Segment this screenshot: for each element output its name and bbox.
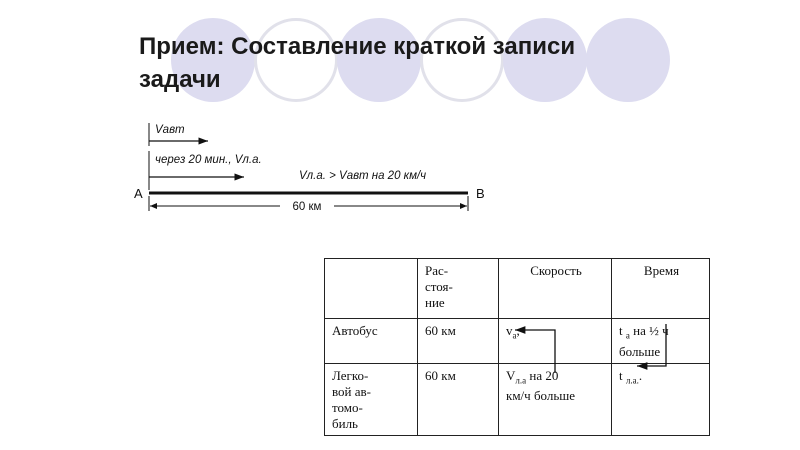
title-line-1: Прием: Составление краткой записи bbox=[139, 33, 576, 60]
table-header-row bbox=[325, 259, 710, 319]
time-tail: на ½ ч bbox=[629, 323, 669, 338]
summary-table-wrap bbox=[324, 258, 710, 436]
time-cell bbox=[612, 363, 710, 435]
row-name-line: вой ав- bbox=[332, 383, 371, 399]
speed-cell bbox=[499, 319, 612, 364]
speed-tail: , bbox=[516, 323, 520, 338]
row-name-cell bbox=[325, 363, 418, 435]
relation-label: Vл.а. > Vавт на 20 км/ч bbox=[299, 170, 427, 182]
time-symbol: t bbox=[619, 323, 623, 338]
speed-symbol: V bbox=[506, 367, 516, 383]
distance-cell: 60 км bbox=[418, 319, 499, 364]
time-subscript: а bbox=[625, 330, 630, 341]
time-line-2: больше bbox=[619, 343, 661, 359]
header-text: стоя- bbox=[425, 279, 453, 294]
speed-tail: на 20 bbox=[526, 367, 559, 383]
header-cell-distance bbox=[418, 259, 499, 319]
header-cell-speed: Скорость bbox=[499, 259, 612, 319]
row-name-line: Легко- bbox=[332, 367, 369, 383]
speed-symbol: v bbox=[506, 323, 513, 338]
bus-speed-label: Vавт bbox=[155, 124, 185, 136]
row-name-line: томо- bbox=[332, 399, 363, 415]
speed-line bbox=[506, 368, 606, 389]
time-subscript: л.а. bbox=[625, 375, 639, 386]
row-name-line: биль bbox=[332, 415, 358, 431]
point-a-label: А bbox=[134, 186, 143, 201]
point-b-label: В bbox=[476, 186, 485, 201]
time-line bbox=[619, 323, 704, 344]
summary-table bbox=[324, 258, 710, 436]
row-name-cell: Автобус bbox=[325, 319, 418, 364]
distance-label: 60 км bbox=[292, 201, 322, 213]
car-speed-label: через 20 мин., Vл.а. bbox=[155, 154, 262, 166]
header-cell-time: Время bbox=[612, 259, 710, 319]
header-text: Рас- bbox=[425, 263, 449, 278]
table-row-car bbox=[325, 363, 710, 435]
time-cell bbox=[612, 319, 710, 364]
speed-subscript: л.а bbox=[515, 375, 527, 386]
table-row-bus bbox=[325, 319, 710, 364]
time-symbol: t bbox=[619, 367, 623, 383]
speed-cell bbox=[499, 363, 612, 435]
speed-subscript: а bbox=[512, 330, 517, 341]
header-text: ние bbox=[425, 295, 445, 310]
time-tail: . bbox=[638, 367, 643, 383]
distance-cell: 60 км bbox=[418, 363, 499, 435]
title-line-2: задачи bbox=[139, 66, 221, 93]
speed-line-2: км/ч больше bbox=[506, 388, 576, 404]
header-cell-empty bbox=[325, 259, 418, 319]
